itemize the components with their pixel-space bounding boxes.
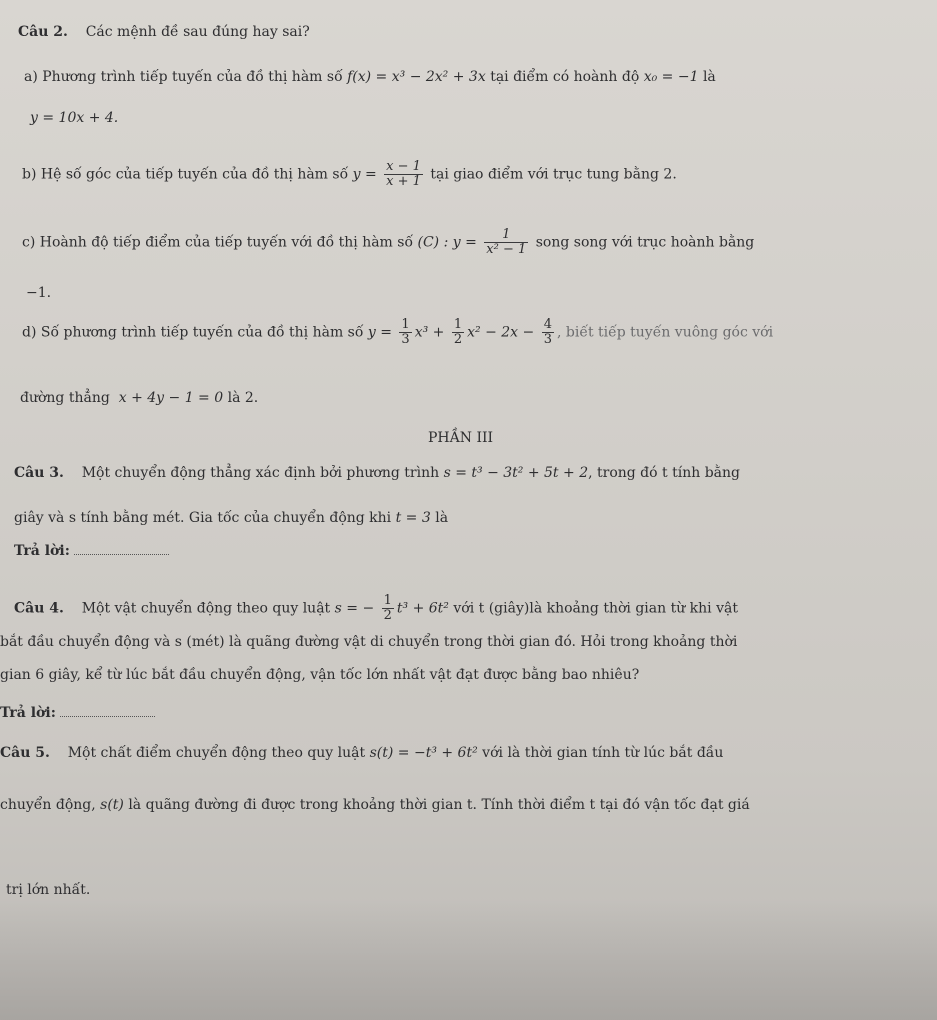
q4-answer-label: Trả lời: [0,705,56,721]
q4-title: Câu 4. [14,600,64,617]
q4-fraction [382,594,394,623]
q2-d-line: x + 4y − 1 = 0 [118,390,224,406]
q3-title: Câu 3. [14,465,64,481]
q2-c-cont: −1. [26,285,52,301]
q2-c-lhs: (C) : y = [417,234,477,251]
q5-line3: trị lớn nhất. [6,882,91,898]
q5-eq: s(t) = −t³ + 6t² [369,745,478,761]
q2-d-n2: 1 [453,317,463,332]
q3-tail: là [435,510,449,526]
q2-d-frac1 [399,318,411,347]
q2-header [18,22,310,42]
q5-text2: với là thời gian tính từ lúc bắt đầu [482,745,724,761]
q3-text2: , trong đó t tính bằng [588,465,740,481]
q3-answer-row [14,541,169,561]
q4-den: 2 [383,608,392,623]
q2-title: Câu 2. [18,24,68,40]
q4-line2: bắt đầu chuyển động và s (mét) là quãng đường vật di chuyển trong thời gian đó. Hỏi trong khoảng thời [0,634,738,650]
q4-line1 [14,594,738,623]
q2-b-lhs: y = [352,166,377,183]
q5-line2b: là quãng đường đi được trong khoảng thời gian t. Tính thời điểm t tại đó vận tốc đạt giá [128,797,750,813]
q2-a-text1: a) Phương trình tiếp tuyến của đồ thị hàm số [24,69,343,85]
q5-line2 [0,795,750,815]
q4-answer-row [0,703,155,723]
q2-b-text1: b) Hệ số góc của tiếp tuyến của đồ thị hàm số [22,166,349,183]
q2-d-n1: 1 [401,317,410,332]
q2-d-d2: 2 [453,332,463,347]
q2-d-cont: đường thẳng [20,390,110,406]
q2-c-num: 1 [484,228,528,243]
q2-b-den: x + 1 [386,174,421,189]
q4-answer-blank[interactable] [60,704,155,717]
q2-d-line2 [20,388,258,408]
q5-line2a: chuyển động, [0,797,96,813]
q5-title: Câu 5. [0,745,50,761]
part3-heading: PHẦN III [428,430,494,446]
q5-line1 [0,743,723,763]
q2-d-n3: 4 [543,317,552,332]
q5-text1: Một chất điểm chuyển động theo quy luật [67,745,366,761]
q2-b-fraction [384,160,423,189]
q3-answer-blank[interactable] [74,542,169,555]
q2-c-fraction [484,228,528,257]
q2-d-text2: , biết tiếp tuyến vuông góc với [557,324,774,341]
q4-text1: Một vật chuyển động theo quy luật [81,600,331,617]
q2-d-line1 [22,318,773,347]
q3-answer-label: Trả lời: [14,543,70,559]
q2-prompt: Các mệnh đề sau đúng hay sai? [85,24,310,40]
q2-d-lhs: y = [367,324,392,341]
q2-a-text3: là [702,69,716,85]
q2-a-line1 [24,67,716,87]
q3-line1 [14,463,740,483]
q2-a-answer: y = 10x + 4. [30,110,119,126]
q2-d-text1: d) Số phương trình tiếp tuyến của đồ thị hàm số [22,324,364,341]
q2-b-line [22,160,677,189]
q4-line3: gian 6 giây, kể từ lúc bắt đầu chuyển động, vận tốc lớn nhất vật đạt được bằng bao nhiêu? [0,667,640,683]
q2-b-num: x − 1 [386,159,421,174]
q2-d-tail: là 2. [227,390,259,406]
q3-text1: Một chuyển động thẳng xác định bởi phương trình [81,465,440,481]
q3-line2-text: giây và s tính bằng mét. Gia tốc của chuyển động khi [14,510,392,526]
q2-c-text1: c) Hoành độ tiếp điểm của tiếp tuyến với đồ thị hàm số [22,234,414,251]
q2-d-t2: x² − 2x − [467,324,535,341]
q5-func: s(t) [100,797,124,813]
q2-b-text2: tại giao điểm với trục tung bằng 2. [430,166,677,183]
q3-line2 [14,508,448,528]
q2-d-d1: 3 [401,332,410,347]
q4-lhs: s = − [334,600,375,617]
q4-text2: với t (giây)là khoảng thời gian từ khi vật [453,600,738,617]
q2-d-t1: x³ + [414,324,445,341]
q4-num: 1 [383,593,392,608]
q2-a-point: x₀ = −1 [643,69,699,85]
q2-d-frac3 [542,318,554,347]
q2-c-line1 [22,228,754,257]
q3-eq: s = t³ − 3t² + 5t + 2 [443,465,589,481]
q2-c-text2: song song với trục hoành bằng [535,234,755,251]
q2-a-func: f(x) = x³ − 2x² + 3x [347,69,486,85]
q3-cond: t = 3 [395,510,431,526]
q2-d-frac2 [452,318,464,347]
q2-a-text2: tại điểm có hoành độ [490,69,640,85]
q2-c-den: x² − 1 [486,242,527,257]
q2-d-d3: 3 [543,332,552,347]
q4-rhs: t³ + 6t² [396,600,449,617]
photo-shadow [0,900,937,1020]
